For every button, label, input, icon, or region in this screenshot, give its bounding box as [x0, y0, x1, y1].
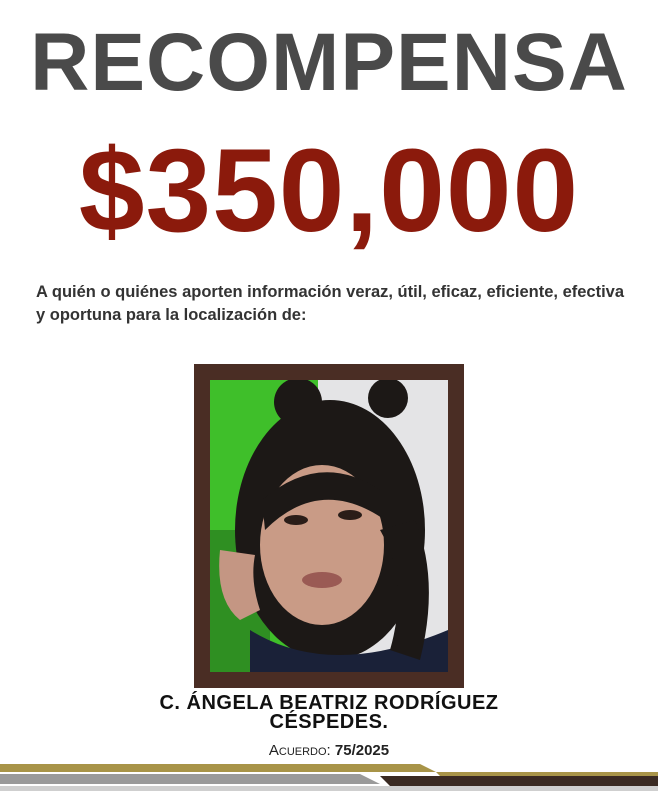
person-name: [0, 694, 658, 732]
person-name-line2: CÉSPEDES.: [269, 711, 389, 733]
stripe-gray-band: [0, 774, 380, 784]
missing-person-photo: [210, 380, 448, 672]
agreement-label: Acuerdo:: [268, 742, 331, 759]
stripe-light-band: [0, 786, 658, 791]
reward-description: A quién o quiénes aporten información veraz, útil, eficaz, eficiente, efectiva y oportuna para la localización de:: [36, 283, 625, 324]
reward-title: RECOMPENSA: [30, 17, 628, 108]
footer-stripe: [0, 760, 658, 791]
stripe-gold-band: [0, 764, 436, 772]
reward-amount: $350,000: [78, 125, 580, 257]
photo-frame: [194, 364, 464, 688]
person-name-line1: C. ÁNGELA BEATRIZ RODRÍGUEZ: [159, 692, 499, 714]
agreement-number: 75/2025: [334, 742, 390, 759]
agreement-reference: [0, 742, 658, 759]
